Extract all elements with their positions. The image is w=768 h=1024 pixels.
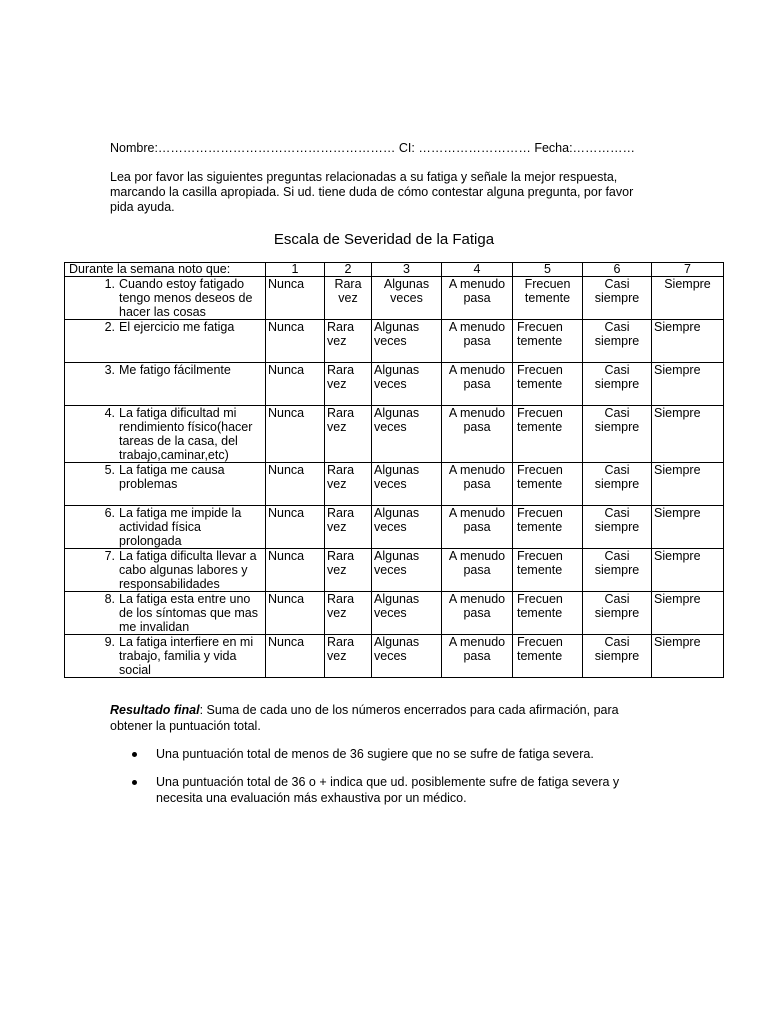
question-number: 8. bbox=[104, 592, 115, 606]
list-item bbox=[110, 746, 650, 762]
answer-option-2[interactable]: Rara vez bbox=[325, 320, 372, 363]
answer-option-1[interactable]: Nunca bbox=[266, 635, 325, 678]
question-text: La fatiga me impide la actividad física prolongada bbox=[119, 506, 242, 548]
answer-option-2[interactable]: Rara vez bbox=[325, 592, 372, 635]
answer-option-3[interactable]: Algunas veces bbox=[372, 635, 442, 678]
list-item-text: Una puntuación total de 36 o + indica que ud. posiblemente sufre de fatiga severa y necesita una evaluación más exhaustiva por un médico. bbox=[156, 775, 620, 805]
answer-option-1[interactable]: Nunca bbox=[266, 320, 325, 363]
column-header: 5 bbox=[513, 263, 583, 277]
question-text: La fatiga esta entre uno de los síntomas que mas me invalidan bbox=[119, 592, 258, 634]
question-cell bbox=[65, 320, 266, 363]
answer-option-6[interactable]: Casi siempre bbox=[583, 363, 652, 406]
table-row bbox=[65, 406, 724, 463]
answer-option-5[interactable]: Frecuen temente bbox=[513, 635, 583, 678]
column-header: 3 bbox=[372, 263, 442, 277]
answer-option-4[interactable]: A menudo pasa bbox=[442, 277, 513, 320]
answer-option-6[interactable]: Casi siempre bbox=[583, 549, 652, 592]
answer-option-6[interactable]: Casi siempre bbox=[583, 320, 652, 363]
question-number: 9. bbox=[104, 635, 115, 649]
answer-option-3[interactable]: Algunas veces bbox=[372, 549, 442, 592]
scale-title: Escala de Severidad de la Fatiga bbox=[273, 231, 495, 248]
answer-option-7[interactable]: Siempre bbox=[652, 277, 724, 320]
answer-option-1[interactable]: Nunca bbox=[266, 277, 325, 320]
question-cell bbox=[65, 549, 266, 592]
answer-option-6[interactable]: Casi siempre bbox=[583, 406, 652, 463]
answer-option-7[interactable]: Siempre bbox=[652, 320, 724, 363]
answer-option-4[interactable]: A menudo pasa bbox=[442, 463, 513, 506]
answer-option-1[interactable]: Nunca bbox=[266, 549, 325, 592]
question-text: La fatiga dificulta llevar a cabo algunas labores y responsabilidades bbox=[119, 549, 257, 591]
answer-option-2[interactable]: Rara vez bbox=[325, 549, 372, 592]
question-number: 5. bbox=[104, 463, 115, 477]
column-header: 1 bbox=[266, 263, 325, 277]
question-cell bbox=[65, 363, 266, 406]
final-result-paragraph bbox=[110, 702, 650, 734]
answer-option-5[interactable]: Frecuen temente bbox=[513, 549, 583, 592]
question-number: 6. bbox=[104, 506, 115, 520]
answer-option-2[interactable]: Rara vez bbox=[325, 363, 372, 406]
question-cell bbox=[65, 463, 266, 506]
bullet-icon bbox=[132, 752, 137, 757]
answer-option-5[interactable]: Frecuen temente bbox=[513, 506, 583, 549]
question-cell bbox=[65, 406, 266, 463]
answer-option-4[interactable]: A menudo pasa bbox=[442, 406, 513, 463]
answer-option-3[interactable]: Algunas veces bbox=[372, 506, 442, 549]
table-row bbox=[65, 277, 724, 320]
answer-option-1[interactable]: Nunca bbox=[266, 406, 325, 463]
answer-option-3[interactable]: Algunas veces bbox=[372, 406, 442, 463]
answer-option-6[interactable]: Casi siempre bbox=[583, 592, 652, 635]
answer-option-6[interactable]: Casi siempre bbox=[583, 506, 652, 549]
answer-option-5[interactable]: Frecuen temente bbox=[513, 406, 583, 463]
question-cell bbox=[65, 506, 266, 549]
interpretation-list bbox=[110, 746, 650, 818]
answer-option-5[interactable]: Frecuen temente bbox=[513, 277, 583, 320]
answer-option-6[interactable]: Casi siempre bbox=[583, 635, 652, 678]
answer-option-7[interactable]: Siempre bbox=[652, 363, 724, 406]
answer-option-5[interactable]: Frecuen temente bbox=[513, 592, 583, 635]
list-item bbox=[110, 774, 650, 806]
patient-info-line: Nombre:………………………………………………… CI: ……………………… Fecha:…………… bbox=[110, 141, 636, 155]
answer-option-5[interactable]: Frecuen temente bbox=[513, 463, 583, 506]
answer-option-4[interactable]: A menudo pasa bbox=[442, 549, 513, 592]
table-header-row bbox=[65, 263, 724, 277]
question-cell bbox=[65, 277, 266, 320]
answer-option-1[interactable]: Nunca bbox=[266, 592, 325, 635]
question-number: 4. bbox=[104, 406, 115, 420]
instructions-paragraph: Lea por favor las siguientes preguntas relacionadas a su fatiga y señale la mejor respuesta, marcando la casilla apropiada. Si ud. tiene duda de cómo contestar alguna pregunta, por favor pida ayuda. bbox=[110, 170, 634, 214]
question-text: La fatiga dificultad mi rendimiento físico(hacer tareas de la casa, del trabajo,caminar,etc) bbox=[119, 406, 253, 462]
column-header: Durante la semana noto que: bbox=[65, 263, 266, 277]
answer-option-2[interactable]: Rara vez bbox=[325, 463, 372, 506]
answer-option-7[interactable]: Siempre bbox=[652, 592, 724, 635]
table-row bbox=[65, 506, 724, 549]
answer-option-3[interactable]: Algunas veces bbox=[372, 363, 442, 406]
table-row bbox=[65, 592, 724, 635]
answer-option-1[interactable]: Nunca bbox=[266, 463, 325, 506]
question-number: 7. bbox=[104, 549, 115, 563]
answer-option-3[interactable]: Algunas veces bbox=[372, 277, 442, 320]
answer-option-7[interactable]: Siempre bbox=[652, 463, 724, 506]
answer-option-2[interactable]: Rara vez bbox=[325, 406, 372, 463]
answer-option-7[interactable]: Siempre bbox=[652, 635, 724, 678]
question-text: La fatiga me causa problemas bbox=[119, 463, 225, 491]
column-header: 6 bbox=[583, 263, 652, 277]
question-number: 3. bbox=[104, 363, 115, 377]
question-text: Me fatigo fácilmente bbox=[119, 363, 231, 377]
answer-option-6[interactable]: Casi siempre bbox=[583, 277, 652, 320]
column-header: 4 bbox=[442, 263, 513, 277]
fatigue-scale-table bbox=[64, 262, 724, 678]
column-header: 7 bbox=[652, 263, 724, 277]
answer-option-4[interactable]: A menudo pasa bbox=[442, 363, 513, 406]
answer-option-7[interactable]: Siempre bbox=[652, 549, 724, 592]
table-row bbox=[65, 463, 724, 506]
answer-option-2[interactable]: Rara vez bbox=[325, 506, 372, 549]
question-cell bbox=[65, 635, 266, 678]
answer-option-5[interactable]: Frecuen temente bbox=[513, 320, 583, 363]
answer-option-3[interactable]: Algunas veces bbox=[372, 320, 442, 363]
answer-option-3[interactable]: Algunas veces bbox=[372, 592, 442, 635]
question-text: El ejercicio me fatiga bbox=[119, 320, 235, 334]
answer-option-1[interactable]: Nunca bbox=[266, 506, 325, 549]
question-text: La fatiga interfiere en mi trabajo, familia y vida social bbox=[119, 635, 254, 677]
final-result-label: Resultado final bbox=[110, 703, 200, 717]
answer-option-3[interactable]: Algunas veces bbox=[372, 463, 442, 506]
answer-option-7[interactable]: Siempre bbox=[652, 406, 724, 463]
table-row bbox=[65, 363, 724, 406]
table-row bbox=[65, 320, 724, 363]
table-row bbox=[65, 635, 724, 678]
answer-option-1[interactable]: Nunca bbox=[266, 363, 325, 406]
answer-option-7[interactable]: Siempre bbox=[652, 506, 724, 549]
answer-option-5[interactable]: Frecuen temente bbox=[513, 363, 583, 406]
question-number: 2. bbox=[104, 320, 115, 334]
answer-option-6[interactable]: Casi siempre bbox=[583, 463, 652, 506]
answer-option-2[interactable]: Rara vez bbox=[325, 635, 372, 678]
column-header: 2 bbox=[325, 263, 372, 277]
question-cell bbox=[65, 592, 266, 635]
list-item-text: Una puntuación total de menos de 36 sugiere que no se sufre de fatiga severa. bbox=[156, 747, 594, 761]
table-row bbox=[65, 549, 724, 592]
question-number: 1. bbox=[104, 277, 115, 291]
question-text: Cuando estoy fatigado tengo menos deseos de hacer las cosas bbox=[119, 277, 253, 319]
answer-option-4[interactable]: A menudo pasa bbox=[442, 320, 513, 363]
bullet-icon bbox=[132, 780, 137, 785]
answer-option-4[interactable]: A menudo pasa bbox=[442, 506, 513, 549]
answer-option-2[interactable]: Rara vez bbox=[325, 277, 372, 320]
final-result-text: : Suma de cada uno de los números encerrados para cada afirmación, para obtener la puntuación total. bbox=[110, 703, 619, 733]
answer-option-4[interactable]: A menudo pasa bbox=[442, 635, 513, 678]
answer-option-4[interactable]: A menudo pasa bbox=[442, 592, 513, 635]
